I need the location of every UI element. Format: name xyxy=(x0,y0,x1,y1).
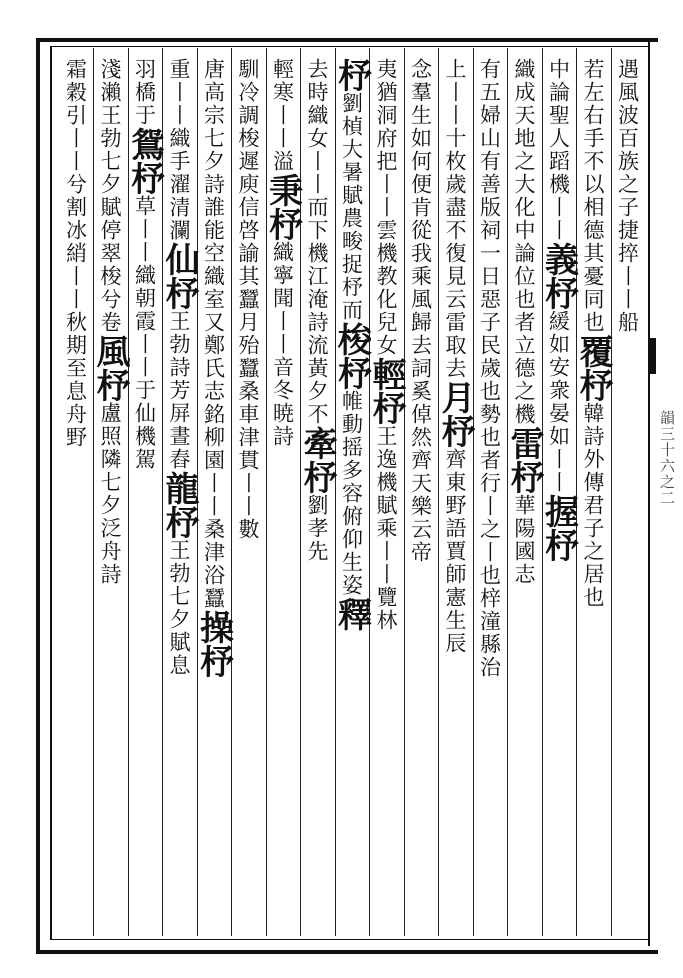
headword-char: 杼 xyxy=(297,460,337,494)
headword-char: 杼 xyxy=(331,58,372,92)
headword-char: 雷 xyxy=(504,426,544,460)
entry-text: 織寧聞丨丨音 xyxy=(270,241,295,379)
headword-char: 杼 xyxy=(262,207,303,241)
headword-char: 杼 xyxy=(159,276,199,310)
entry-text: 草丨丨織朝霞 xyxy=(132,195,157,333)
entry-text: 遇風波百族之子捷捽丨丨船 xyxy=(615,58,640,334)
headword-char: 杼 xyxy=(331,356,372,390)
entry-text: 韓詩外傳君子之居也 xyxy=(581,402,605,609)
entry-text: 淺瀨 xyxy=(98,58,122,104)
entry-text: 空織室又鄭氏志銘柳園丨丨桑津浴蠶 xyxy=(201,242,226,610)
entry-text: 王逸機賦乘丨丨覽林 xyxy=(374,425,398,632)
headword-char: 杼 xyxy=(366,391,406,425)
text-column xyxy=(406,58,436,924)
entry-text: 王勃七夕賦停翠梭兮卷 xyxy=(98,104,122,334)
text-column xyxy=(90,58,130,924)
headword-char: 握 xyxy=(538,494,579,528)
entry-text: 王勃七夕賦息 xyxy=(167,539,191,677)
headword-char: 杼 xyxy=(538,528,579,562)
column-rule xyxy=(576,48,577,936)
column-rule xyxy=(438,48,439,936)
headword-char: 杼 xyxy=(193,644,234,678)
entry-text: 念羣生如何便肯從我乘風歸去 xyxy=(408,58,433,357)
entry-text: 輕寒丨丨溢 xyxy=(270,58,295,173)
headword-char: 杼 xyxy=(124,161,165,195)
page-gutter xyxy=(648,40,683,946)
text-column xyxy=(193,58,234,924)
headword-char: 杼 xyxy=(573,368,613,402)
entry-text: 丨丨秋期至息舟野 xyxy=(63,265,88,449)
entry-text: 緩如安衆晏如丨丨 xyxy=(546,310,571,494)
entry-text: 夷猶洞府把丨丨雲機教化兒女 xyxy=(374,58,398,357)
entry-text: 劉孝先 xyxy=(305,494,329,563)
entry-text: 有五婦山有善版祠一日惡子民歲 xyxy=(477,58,502,380)
headword-char: 杼 xyxy=(435,414,475,448)
entry-text: 唐高宗七夕詩誰能 xyxy=(201,58,226,242)
headword-char: 梭 xyxy=(331,322,372,356)
entry-text: 華陽國志 xyxy=(512,494,536,586)
entry-text: 詞奚倬然齊天樂云帝 xyxy=(408,357,433,564)
fishtail-mark xyxy=(648,338,656,374)
headword-char: 輕 xyxy=(366,357,406,391)
entry-text: 中論位也者立德之機 xyxy=(512,219,536,426)
entry-text: 羽橋于 xyxy=(132,58,157,127)
text-column xyxy=(297,58,337,924)
headword-char: 龍 xyxy=(159,471,199,505)
entry-text: 齊東野語賈師憲生辰 xyxy=(443,448,467,655)
headword-char: 杼 xyxy=(504,460,544,494)
column-rule xyxy=(369,48,370,936)
entry-text: 重丨丨織手濯清瀾 xyxy=(167,58,191,242)
headword-char: 釋 xyxy=(331,597,372,631)
column-rule xyxy=(231,48,232,936)
entry-text: 梓潼縣治 xyxy=(477,587,502,679)
entry-text: 劉楨大暑賦農畯捉杼而 xyxy=(339,92,364,322)
text-column xyxy=(435,58,475,924)
margin-label: 韻三十六之二 xyxy=(658,410,676,506)
headword-char: 操 xyxy=(193,610,234,644)
entry-text: 馴冷調梭遲 xyxy=(236,58,260,173)
headword-char: 覆 xyxy=(573,334,613,368)
entry-text: 中論聖人蹈機丨丨 xyxy=(546,58,571,242)
entry-text: 若左右手不以相德其憂同也 xyxy=(581,58,605,334)
text-column xyxy=(262,58,303,924)
headword-char: 杼 xyxy=(90,368,130,402)
text-column xyxy=(504,58,544,924)
text-column xyxy=(233,58,263,924)
entry-text: 帷動摇多容俯仰生姿 xyxy=(339,390,364,597)
entry-text: 盧照隣七夕泛舟詩 xyxy=(98,402,122,586)
headword-char: 杼 xyxy=(538,276,579,310)
headword-char: 義 xyxy=(538,242,579,276)
text-column xyxy=(124,58,165,924)
entry-text: 丨丨于仙機駕 xyxy=(132,333,157,471)
text-column xyxy=(366,58,406,924)
headword-char: 月 xyxy=(435,380,475,414)
headword-char: 鴛 xyxy=(124,127,165,161)
text-column xyxy=(538,58,579,924)
headword-char: 杼 xyxy=(159,505,199,539)
text-column xyxy=(331,58,372,924)
gutter-edge xyxy=(648,40,650,946)
headword-char: 仙 xyxy=(159,242,199,276)
entry-text: 庾信啓諭其蠶月殆蠶桑車津貫丨丨數 xyxy=(236,173,260,541)
text-column xyxy=(61,58,91,924)
entry-text: 王勃詩芳屏晝舂 xyxy=(167,310,191,471)
text-column xyxy=(159,58,199,924)
text-column xyxy=(613,58,643,924)
headword-char: 牽 xyxy=(297,426,337,460)
entry-text: 冬暁詩 xyxy=(270,379,295,448)
text-column xyxy=(475,58,505,924)
entry-text: 上丨丨十枚歲盡不復見云雷取去 xyxy=(443,58,467,380)
entry-text: 江淹詩流黃夕不 xyxy=(305,265,329,426)
headword-char: 風 xyxy=(90,334,130,368)
headword-char: 秉 xyxy=(262,173,303,207)
column-rule xyxy=(93,48,94,936)
entry-text: 去時織女丨丨而下機 xyxy=(305,58,329,265)
entry-text: 霜穀引丨丨兮割冰綃 xyxy=(63,58,88,265)
text-column xyxy=(573,58,613,924)
entry-text: 織成天地之大化 xyxy=(512,58,536,219)
entry-text: 也勢也者行丨之丨也 xyxy=(477,380,502,587)
